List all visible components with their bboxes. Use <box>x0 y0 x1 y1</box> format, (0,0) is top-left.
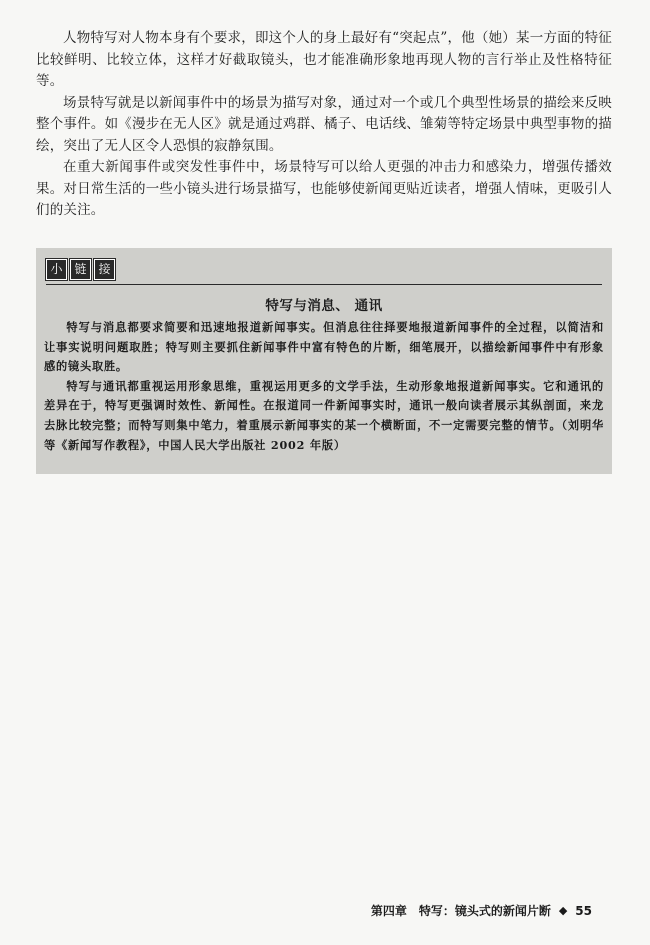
sidebar-box <box>36 248 612 474</box>
body-paragraph-3: 在重大新闻事件或突发性事件中，场景特写可以给人更强的冲击力和感染力，增强传播效果。对日常生活的一些小镜头进行场景描写，也能够使新闻更贴近读者，增强人情味，更吸引人们的关注。 <box>36 159 612 218</box>
main-text <box>36 28 612 222</box>
footer-chapter-title: 第四章 特写：镜头式的新闻片断 <box>370 904 551 918</box>
sidebar-tag-char: 链 <box>70 259 91 280</box>
page-number: 55 <box>575 903 592 918</box>
page-footer <box>371 902 592 919</box>
sidebar-tag-char: 接 <box>94 259 115 280</box>
sidebar-title: 特写与消息、 通讯 <box>265 298 383 314</box>
sidebar-tag-char: 小 <box>46 259 67 280</box>
sidebar-tag <box>46 259 115 280</box>
sidebar-body <box>44 318 604 455</box>
body-paragraph-2: 场景特写就是以新闻事件中的场景为描写对象，通过对一个或几个典型性场景的描绘来反映整个事件。如《漫步在无人区》就是通过鸡群、橘子、电话线、雏菊等特定场景中典型事物的描绘，突出了无人区令人恐惧的寂静氛围。 <box>36 94 612 154</box>
sidebar-divider <box>46 284 602 285</box>
sidebar-paragraph-2: 特写与通讯都重视运用形象思维，重视运用更多的文学手法，生动形象地报道新闻事实。它和通讯的差异在于，特写更强调时效性、新闻性。在报道同一件新闻事实时，通讯一般向读者展示其纵剖面，来龙去脉比较完整；而特写则集中笔力，着重展示新闻事实的某一个横断面，不一定需要完整的情节。（刘明华等《新闻写作教程》，中国人民大学出版社 2002 年版） <box>44 378 604 452</box>
diamond-icon: ◆ <box>558 904 568 917</box>
body-paragraph-1: 人物特写对人物本身有个要求，即这个人的身上最好有“突起点”，他（她）某一方面的特征比较鲜明、比较立体，这样才好截取镜头，也才能准确形象地再现人物的言行举止及性格特征等。 <box>36 30 612 89</box>
sidebar-paragraph-1: 特写与消息都要求简要和迅速地报道新闻事实。但消息往往择要地报道新闻事件的全过程，以简洁和让事实说明问题取胜；特写则主要抓住新闻事件中富有特色的片断，细笔展开，以描绘新闻事件中有形象感的镜头取胜。 <box>44 320 604 374</box>
